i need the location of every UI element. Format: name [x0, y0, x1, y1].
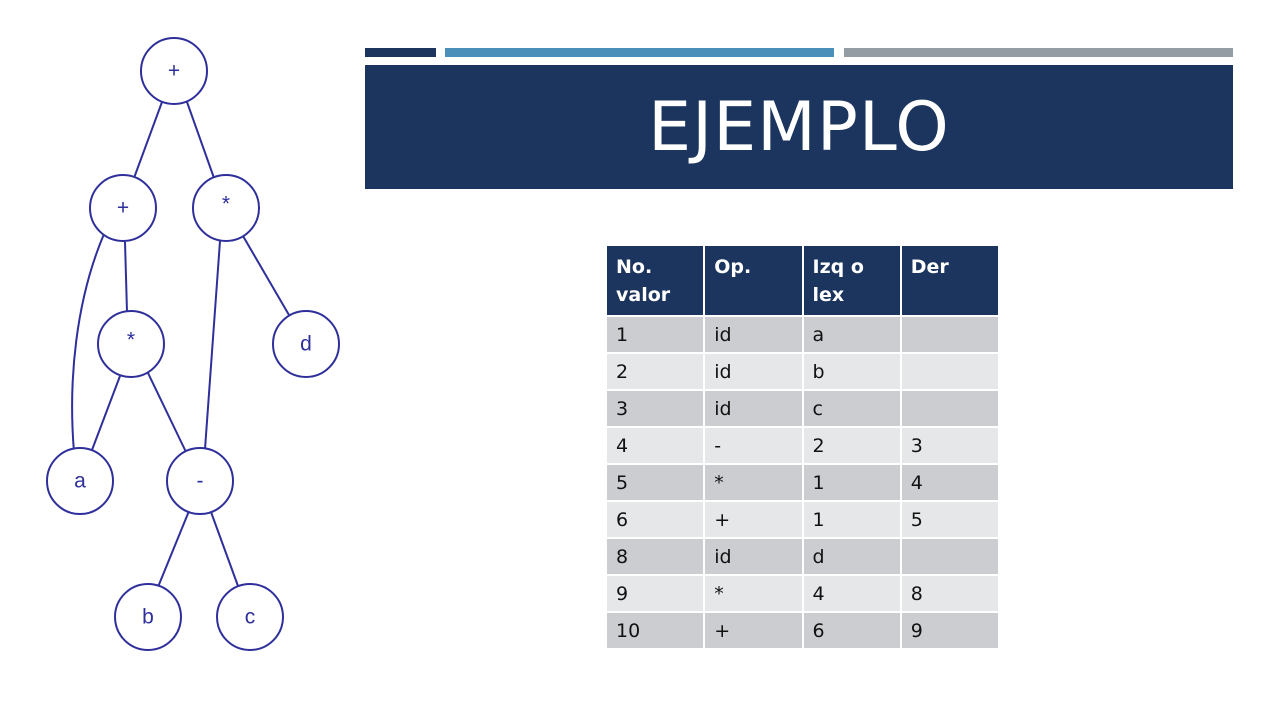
header-izq-o-lex: Izq o lex: [803, 245, 901, 316]
svg-text:d: d: [300, 332, 312, 356]
cell-der: 4: [901, 464, 999, 501]
edge-star2-minus: [148, 373, 186, 452]
tree-node-minus: [167, 448, 233, 514]
tree-node-c: [217, 584, 283, 650]
cell-op: id: [704, 316, 802, 353]
edge-plus2-star2: [125, 242, 127, 312]
table-row: [606, 390, 999, 427]
edge-root-star1: [187, 102, 214, 178]
svg-text:-: -: [196, 469, 204, 493]
tree-node-plus2: [90, 175, 156, 241]
edge-minus-c: [211, 512, 238, 586]
tree-node-star2: [98, 311, 164, 377]
edge-minus-b: [158, 511, 189, 587]
cell-op: id: [704, 353, 802, 390]
cell-der: 8: [901, 575, 999, 612]
cell-izq: 6: [803, 612, 901, 649]
tree-node-d: [273, 311, 339, 377]
accent-bar-navy: [365, 48, 436, 57]
value-table: [605, 244, 1000, 650]
table-row: [606, 427, 999, 464]
cell-izq: a: [803, 316, 901, 353]
tree-node-b: [115, 584, 181, 650]
table-header-row: [606, 245, 999, 316]
cell-der: [901, 316, 999, 353]
accent-bar-gray: [844, 48, 1233, 57]
accent-bar-blue: [445, 48, 834, 57]
svg-text:b: b: [142, 605, 154, 629]
cell-no-valor: 5: [606, 464, 704, 501]
cell-op: id: [704, 390, 802, 427]
table-row: [606, 575, 999, 612]
cell-izq: 1: [803, 501, 901, 538]
tree-node-a: [47, 448, 113, 514]
svg-text:c: c: [244, 605, 256, 629]
svg-text:+: +: [116, 196, 130, 220]
table-row: [606, 316, 999, 353]
svg-text:a: a: [74, 469, 86, 493]
tree-node-star1: [193, 175, 259, 241]
svg-text:*: *: [126, 328, 136, 352]
cell-izq: 2: [803, 427, 901, 464]
edge-star1-d: [243, 236, 289, 315]
cell-der: 3: [901, 427, 999, 464]
cell-no-valor: 8: [606, 538, 704, 575]
cell-der: [901, 390, 999, 427]
edge-star2-a: [92, 376, 120, 450]
title-banner: [365, 65, 1233, 189]
cell-no-valor: 10: [606, 612, 704, 649]
page-title: EJEMPLO: [648, 87, 950, 167]
cell-izq: 4: [803, 575, 901, 612]
header-op: Op.: [704, 245, 802, 316]
cell-izq: c: [803, 390, 901, 427]
cell-der: 9: [901, 612, 999, 649]
cell-op: id: [704, 538, 802, 575]
cell-op: *: [704, 464, 802, 501]
cell-op: +: [704, 612, 802, 649]
cell-der: 5: [901, 501, 999, 538]
cell-izq: d: [803, 538, 901, 575]
cell-no-valor: 2: [606, 353, 704, 390]
cell-izq: b: [803, 353, 901, 390]
cell-no-valor: 6: [606, 501, 704, 538]
edge-root-plus2: [134, 102, 162, 178]
cell-no-valor: 4: [606, 427, 704, 464]
tree-node-root: [141, 38, 207, 104]
edge-star1-minus: [205, 241, 220, 449]
cell-no-valor: 3: [606, 390, 704, 427]
cell-op: -: [704, 427, 802, 464]
table-row: [606, 464, 999, 501]
svg-text:+: +: [167, 59, 181, 83]
table-row: [606, 612, 999, 649]
header-der: Der: [901, 245, 999, 316]
cell-op: +: [704, 501, 802, 538]
cell-der: [901, 353, 999, 390]
expression-tree-diagram: [0, 0, 360, 720]
header-no-valor: No. valor: [606, 245, 704, 316]
cell-op: *: [704, 575, 802, 612]
table-row: [606, 353, 999, 390]
cell-no-valor: 1: [606, 316, 704, 353]
cell-no-valor: 9: [606, 575, 704, 612]
svg-text:*: *: [221, 192, 231, 216]
table-row: [606, 501, 999, 538]
table-row: [606, 538, 999, 575]
cell-der: [901, 538, 999, 575]
cell-izq: 1: [803, 464, 901, 501]
